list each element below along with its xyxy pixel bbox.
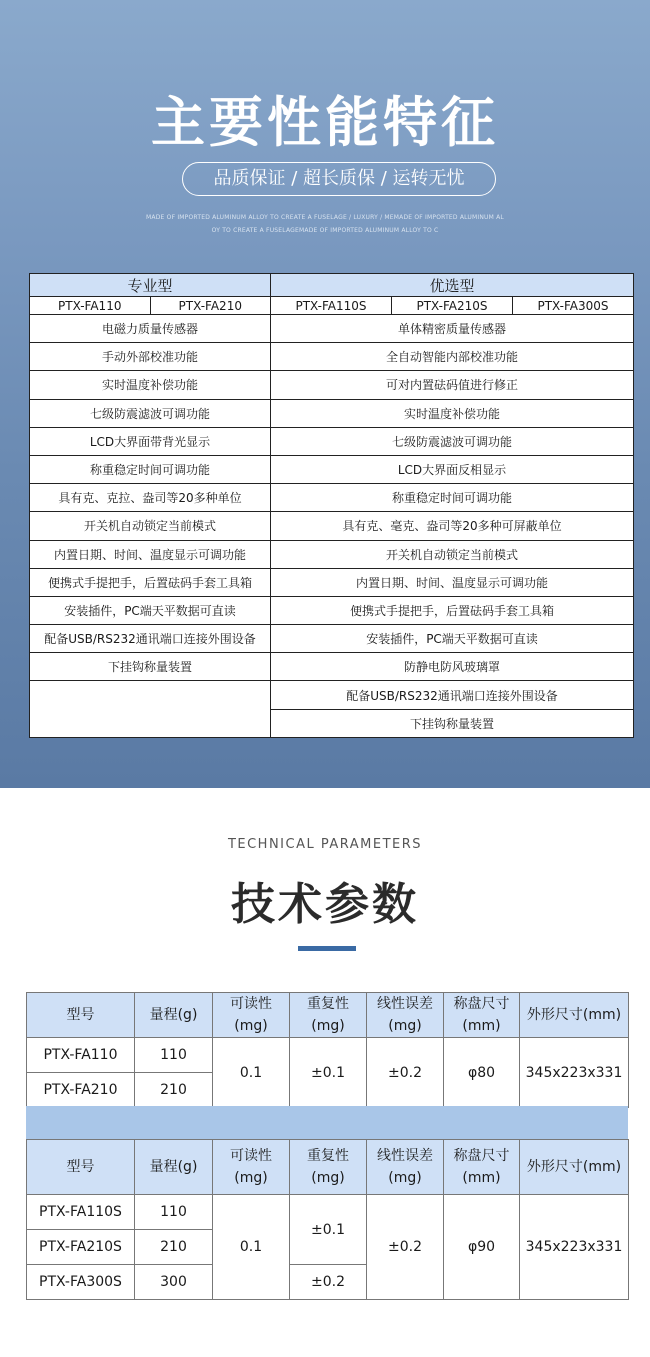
premium-model: PTX-FA300S [512,297,633,314]
repeatability-cell: ±0.1 [290,1195,367,1265]
pro-feature: 安装插件，PC端天平数据可直读 [30,596,271,624]
header-readability: 可读性 (mg) [213,1140,290,1195]
header-repeatability: 重复性 (mg) [290,993,367,1038]
premium-model-cells [271,297,634,315]
pro-model: PTX-FA210 [150,297,271,314]
pro-model: PTX-FA110 [58,298,122,313]
pro-feature: 电磁力质量传感器 [30,315,271,343]
tech-title: 技术参数 [231,879,419,930]
premium-feature: 便携式手提把手，后置砝码手套工具箱 [271,596,634,624]
premium-feature: 安装插件，PC端天平数据可直读 [271,625,634,653]
fine-print-line-2: OY TO CREATE A FUSELAGEMADE OF IMPORTED ALUMINUM ALLOY TO C [211,227,439,234]
pro-feature: 开关机自动锁定当前模式 [30,512,271,540]
spec-table-standard [26,992,629,1108]
header-readability: 可读性 (mg) [213,993,290,1038]
readability-cell: 0.1 [213,1038,290,1108]
premium-feature: 具有克、毫克、盎司等20多种可屏蔽单位 [271,512,634,540]
premium-feature: LCD大界面反相显示 [271,455,634,483]
repeatability-cell: ±0.1 [290,1038,367,1108]
quality-pill: 品质保证 / 超长质保 / 运转无忧 [182,162,496,196]
premium-feature: 单体精密质量传感器 [271,315,634,343]
header-dims: 外形尺寸(mm) [520,1140,629,1195]
pro-feature: 称重稳定时间可调功能 [30,455,271,483]
premium-feature: 全自动智能内部校准功能 [271,343,634,371]
pro-feature: 内置日期、时间、温度显示可调功能 [30,540,271,568]
dims-cell: 345x223x331 [520,1038,629,1108]
linearity-cell: ±0.2 [367,1195,444,1300]
pro-feature: 便携式手提把手，后置砝码手套工具箱 [30,568,271,596]
pro-model-cells [30,297,271,315]
fine-print-line-1: MADE OF IMPORTED ALUMINUM ALLOY TO CREATE A FUSELAGE / LUXURY / MEMADE OF IMPORTED ALUMINUM AL [146,214,504,221]
premium-feature: 防静电防风玻璃罩 [271,653,634,681]
header-model: 型号 [27,1140,135,1195]
premium-feature: 内置日期、时间、温度显示可调功能 [271,568,634,596]
premium-feature: 配备USB/RS232通讯端口连接外围设备 [271,681,634,709]
model-cell: PTX-FA300S [27,1265,135,1300]
premium-feature: 下挂钩称量装置 [271,709,634,737]
premium-feature: 实时温度补偿功能 [271,399,634,427]
pan-cell: φ90 [444,1195,520,1300]
range-cell: 210 [135,1230,213,1265]
premium-feature: 可对内置砝码值进行修正 [271,371,634,399]
pro-feature: 具有克、克拉、盎司等20多种单位 [30,484,271,512]
premium-feature: 开关机自动锁定当前模式 [271,540,634,568]
model-cell: PTX-FA210 [27,1073,135,1108]
premium-feature: 称重稳定时间可调功能 [271,484,634,512]
tech-subtitle: TECHNICAL PARAMETERS [227,837,423,852]
pro-feature: 实时温度补偿功能 [30,371,271,399]
model-cell: PTX-FA210S [27,1230,135,1265]
pro-feature: 手动外部校准功能 [30,343,271,371]
premium-feature: 七级防震滤波可调功能 [271,427,634,455]
header-range: 量程(g) [135,993,213,1038]
range-cell: 110 [135,1038,213,1073]
model-cell: PTX-FA110S [27,1195,135,1230]
header-model: 型号 [27,993,135,1038]
range-cell: 110 [135,1195,213,1230]
header-repeatability: 重复性 (mg) [290,1140,367,1195]
header-pan: 称盘尺寸 (mm) [444,1140,520,1195]
group-header-premium: 优选型 [271,274,634,297]
title-underline [298,946,356,951]
spec-table-premium [26,1139,629,1300]
pro-feature: 七级防震滤波可调功能 [30,399,271,427]
hero-title: 主要性能特征 [151,91,499,154]
header-range: 量程(g) [135,1140,213,1195]
pro-feature: 下挂钩称量装置 [30,653,271,681]
pro-feature: LCD大界面带背光显示 [30,427,271,455]
pro-feature-empty [30,681,271,737]
table-separator-band [26,1106,628,1139]
readability-cell: 0.1 [213,1195,290,1300]
range-cell: 300 [135,1265,213,1300]
repeatability-cell: ±0.2 [290,1265,367,1300]
linearity-cell: ±0.2 [367,1038,444,1108]
feature-table [29,273,634,738]
header-dims: 外形尺寸(mm) [520,993,629,1038]
header-pan: 称盘尺寸 (mm) [444,993,520,1038]
pro-feature: 配备USB/RS232通讯端口连接外围设备 [30,625,271,653]
model-cell: PTX-FA110 [27,1038,135,1073]
range-cell: 210 [135,1073,213,1108]
group-header-pro: 专业型 [30,274,271,297]
header-linearity: 线性误差 (mg) [367,993,444,1038]
dims-cell: 345x223x331 [520,1195,629,1300]
premium-model: PTX-FA210S [391,297,512,314]
pan-cell: φ80 [444,1038,520,1108]
header-linearity: 线性误差 (mg) [367,1140,444,1195]
premium-model: PTX-FA110S [295,298,367,313]
